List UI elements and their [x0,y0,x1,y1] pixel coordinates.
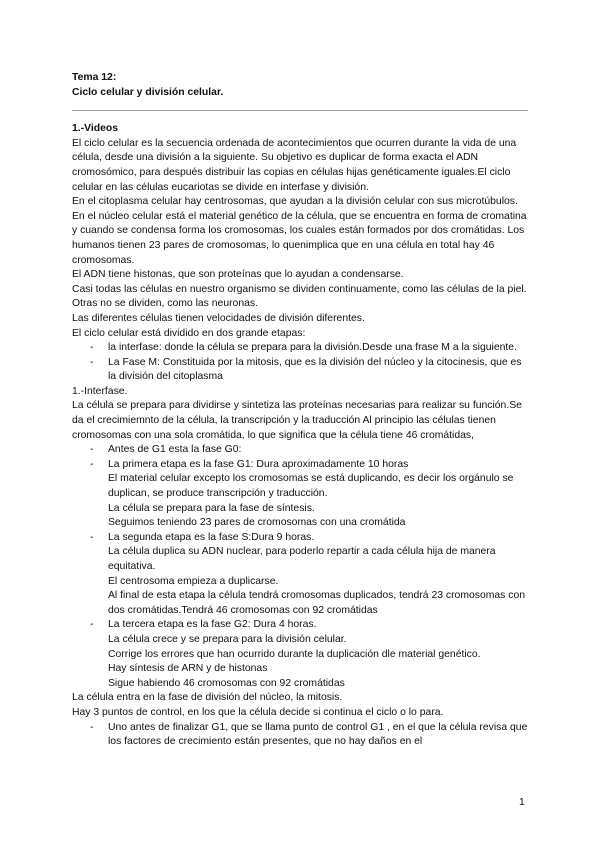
list-item: - la interfase: donde la célula se prepara para la división.Desde una frase M a la siguiente. [72,341,528,356]
list-item [72,443,528,458]
page-number: 1 [519,797,525,808]
paragraph: El ciclo celular está dividido en dos grande etapas: [72,327,306,339]
phase-line: El material celular excepto los cromosomas se está duplicando, es decir los orgánulo se duplican, se produce transcripción y traducción. [108,473,514,500]
phase-title: - Antes de G1 esta la fase G0: [108,444,242,456]
paragraph: La célula entra en la fase de división del núcleo, la mitosis. [72,692,343,704]
paragraph: En el citoplasma celular hay centrosomas, que ayudan a la división celular con sus microtúbulos. En el núcleo celular está el material genético de la célula, que se encuentra en forma de cromatina y cuando se condensa forma los cromosomas, los cuales están formados por dos cromátidas. Los humanos tienen 23 pares de cromosomas, lo quenimplica que en una célula en total hay 46 cromosomas. [72,196,527,266]
paragraph: Hay 3 puntos de control, en los que la célula decide si continua el ciclo o lo para. [72,706,444,718]
paragraph: El ciclo celular es la secuencia ordenada de acontecimientos que ocurren durante la vida de una célula, desde una división a la siguiente. Su objetivo es duplicar de forma exacta el ADN cromosómico, para después distribuir las copias en células hijas genéticamente iguales.El ciclo celular en las células eucariotas se divide en interfase y división. [72,137,517,193]
phase-title: - La tercera etapa es la fase G2: Dura 4 horas. [108,619,317,631]
phase-title: - La segunda etapa es la fase S:Dura 9 horas. [108,531,315,543]
list-item [72,458,528,531]
phase-line: El centrosoma empieza a duplicarse. [108,575,279,587]
phase-line: La célula crece y se prepara para la división celular. [108,633,347,645]
phase-line: Sigue habiendo 46 cromosomas con 92 cromátidas [108,677,345,689]
phase-line: La célula se prepara para la fase de síntesis. [108,502,315,514]
stages-list [72,341,528,385]
phase-line: La célula duplica su ADN nuclear, para poderlo repartir a cada célula hija de manera equitativa. [108,546,496,572]
paragraph: El ADN tiene histonas, que son proteínas que lo ayudan a condensarse. [72,269,404,281]
checkpoints-list [72,721,528,750]
list-item [72,531,528,619]
list-item: - Uno antes de finalizar G1, que se llama punto de control G1 , en el que la célula revisa que los factores de crecimiento están presentes, que no hay daños en el [72,721,528,750]
title-divider [72,110,528,111]
phase-line: Corrige los errores que han ocurrido durante la duplicación dle material genético. [108,648,481,660]
paragraph: Casi todas las células en nuestro organismo se dividen continuamente, como las células de la piel. Otras no se dividen, como las neuronas. [72,283,527,310]
section-heading-videos: 1.-Videos [72,123,119,135]
phases-list [72,443,528,691]
document-title: Ciclo celular y división celular. [72,86,224,98]
document-page [72,71,528,750]
phase-line: Hay síntesis de ARN y de histonas [108,663,268,675]
list-item [72,618,528,691]
phase-line: Al final de esta etapa la célula tendrá cromosomas duplicados, tendrá 23 cromosomas con dos cromátidas.Tendrá 46 cromosomas con 92 cromátidas [108,590,526,616]
paragraph: Las diferentes células tienen velocidades de división diferentes. [72,312,365,324]
phase-line: Seguimos teniendo 23 pares de cromosomas con una cromátida [108,517,406,529]
section-heading-interfase: 1.-Interfase. [72,385,128,397]
paragraph: La célula se prepara para dividirse y sintetiza las proteínas necesarias para realizar su función.Se da el crecimiemnto de la célula, la transcripción y la traducción Al principio las células tienen cromosomas con una sola cromátida, lo que significa que la célula tiene 46 cromátidas, [72,400,522,441]
list-item: - La Fase M: Constituida por la mitosis, que es la división del núcleo y la citocinesis, que es la división del citoplasma [72,356,528,385]
phase-title: - La primera etapa es la fase G1: Dura aproximadamente 10 horas [108,458,409,470]
topic-label: Tema 12: [72,72,117,83]
